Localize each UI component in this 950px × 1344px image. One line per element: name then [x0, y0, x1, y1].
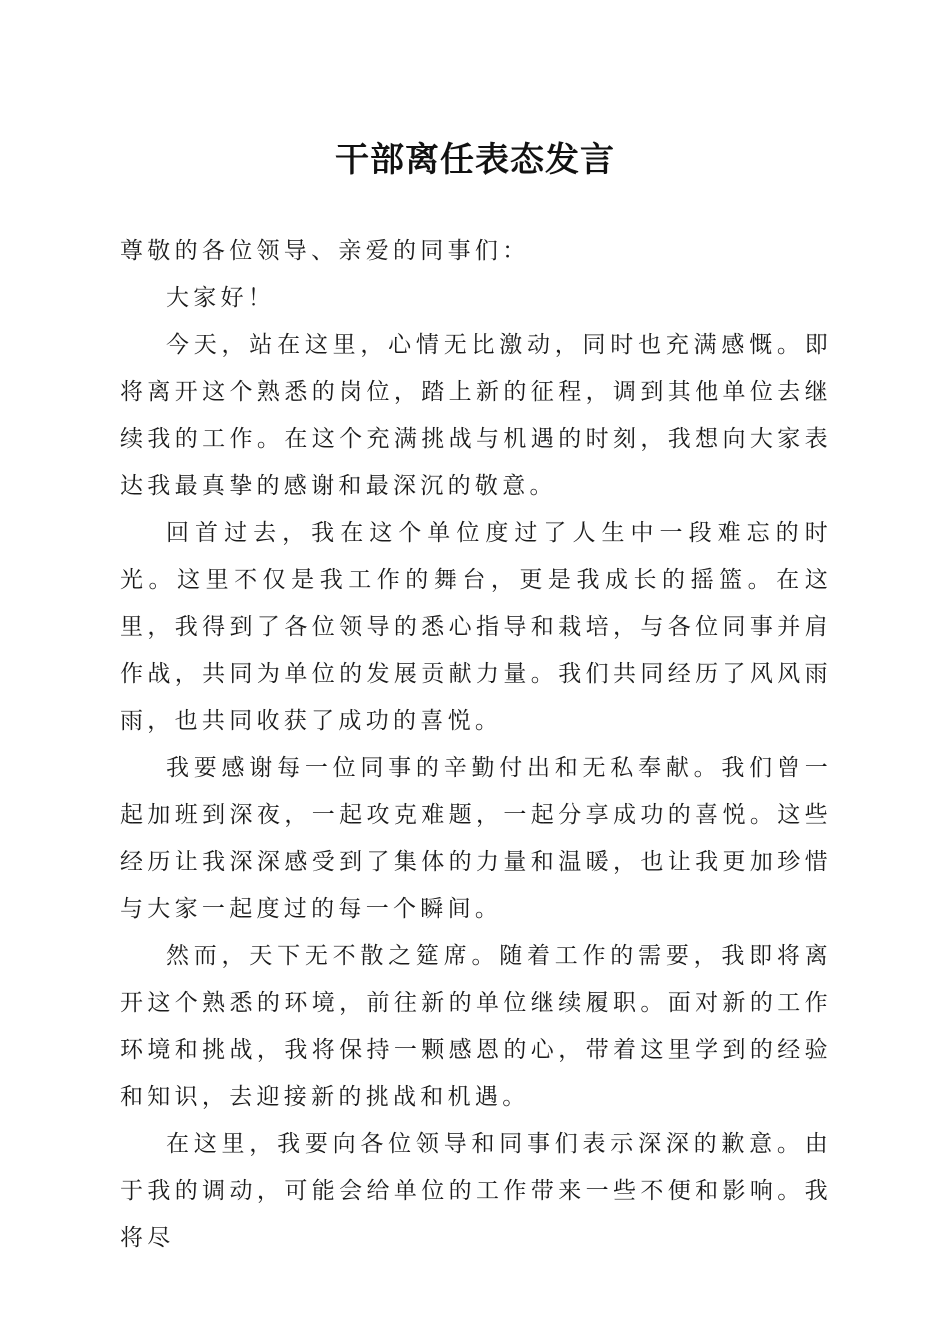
- document-body: [120, 228, 832, 1262]
- paragraph: 我要感谢每一位同事的辛勤付出和无私奉献。我们曾一起加班到深夜，一起攻克难题，一起分享成功的喜悦。这些经历让我深深感受到了集体的力量和温暖，也让我更加珍惜与大家一起度过的每一个瞬间。: [120, 755, 832, 922]
- paragraph: 然而，天下无不散之筵席。随着工作的需要，我即将离开这个熟悉的环境，前往新的单位继续履职。面对新的工作环境和挑战，我将保持一颗感恩的心，带着这里学到的经验和知识，去迎接新的挑战和机遇。: [120, 943, 832, 1110]
- paragraph: 回首过去，我在这个单位度过了人生中一段难忘的时光。这里不仅是我工作的舞台，更是我成长的摇篮。在这里，我得到了各位领导的悉心指导和栽培，与各位同事并肩作战，共同为单位的发展贡献力量。我们共同经历了风风雨雨，也共同收获了成功的喜悦。: [120, 520, 832, 734]
- paragraph-greeting: 大家好！: [166, 285, 276, 311]
- document-title: 干部离任表态发言: [335, 140, 615, 180]
- paragraph: 今天，站在这里，心情无比激动，同时也充满感慨。即将离开这个熟悉的岗位，踏上新的征程，调到其他单位去继续我的工作。在这个充满挑战与机遇的时刻，我想向大家表达我最真挚的感谢和最深沉的敬意。: [120, 332, 832, 499]
- salutation: 尊敬的各位领导、亲爱的同事们：: [120, 238, 530, 264]
- paragraph: 在这里，我要向各位领导和同事们表示深深的歉意。由于我的调动，可能会给单位的工作带来一些不便和影响。我将尽: [120, 1131, 832, 1251]
